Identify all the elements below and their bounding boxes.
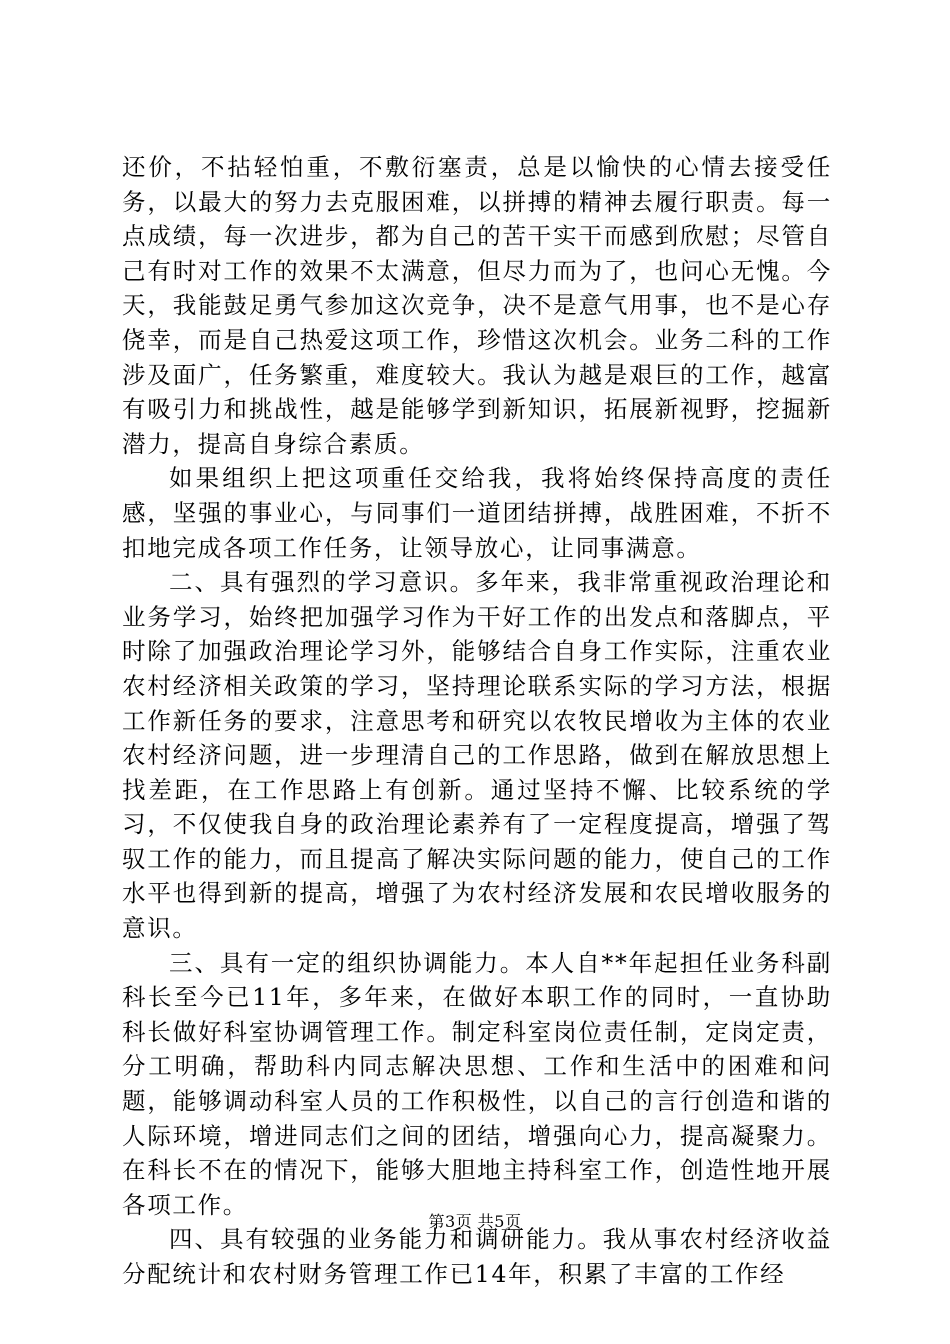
paragraph-learning-awareness: 二、具有强烈的学习意识。多年来，我非常重视政治理论和业务学习，始终把加强学习作为干好工作的出发点和落脚点，平时除了加强政治理论学习外，能够结合自身工作实际，注重农业农村经济相关政策的学习，坚持理论联系实际的学习方法，根据工作新任务的要求，注意思考和研究以农牧民增收为主体的农业农村经济问题，进一步理清自己的工作思路，做到在解放思想上找差距，在工作思路上有创新。通过坚持不懈、比较系统的学习，不仅使我自身的政治理论素养有了一定程度提高，增强了驾驭工作的能力，而且提高了解决实际问题的能力，使自己的工作水平也得到新的提高，增强了为农村经济发展和农民增收服务的意识。 (122, 568, 832, 943)
paragraph-coordination-ability: 三、具有一定的组织协调能力。本人自**年起担任业务科副科长至今已11年，多年来，在做好本职工作的同时，一直协助科长做好科室协调管理工作。制定科室岗位责任制，定岗定责，分工明确，帮助科内同志解决思想、工作和生活中的困难和问题，能够调动科室人员的工作积极性，以自己的言行创造和谐的人际环境，增进同志们之间的团结，增强向心力，提高凝聚力。在科长不在的情况下，能够大胆地主持科室工作，创造性地开展各项工作。 (122, 948, 832, 1219)
page-footer: 第3页 共5页 (428, 1212, 522, 1231)
paragraph-commitment: 如果组织上把这项重任交给我，我将始终保持高度的责任感，坚强的事业心，与同事们一道团结拼搏，战胜困难，不折不扣地完成各项工作任务，让领导放心，让同事满意。 (122, 464, 832, 562)
paragraph-business-ability: 四、具有较强的业务能力和调研能力。我从事农村经济收益分配统计和农村财务管理工作已14年，积累了丰富的工作经 (122, 1225, 832, 1288)
paragraph-continuation: 还价，不拈轻怕重，不敷衍塞责，总是以愉快的心情去接受任务，以最大的努力去克服困难，以拼搏的精神去履行职责。每一点成绩，每一次进步，都为自己的苦干实干而感到欣慰；尽管自己有时对工作的效果不太满意，但尽力而为了，也问心无愧。今天，我能鼓足勇气参加这次竞争，决不是意气用事，也不是心存侥幸，而是自己热爱这项工作，珍惜这次机会。业务二科的工作涉及面广，任务繁重，难度较大。我认为越是艰巨的工作，越富有吸引力和挑战性，越是能够学到新知识，拓展新视野，挖掘新潜力，提高自身综合素质。 (122, 153, 832, 458)
document-body (122, 150, 832, 1292)
